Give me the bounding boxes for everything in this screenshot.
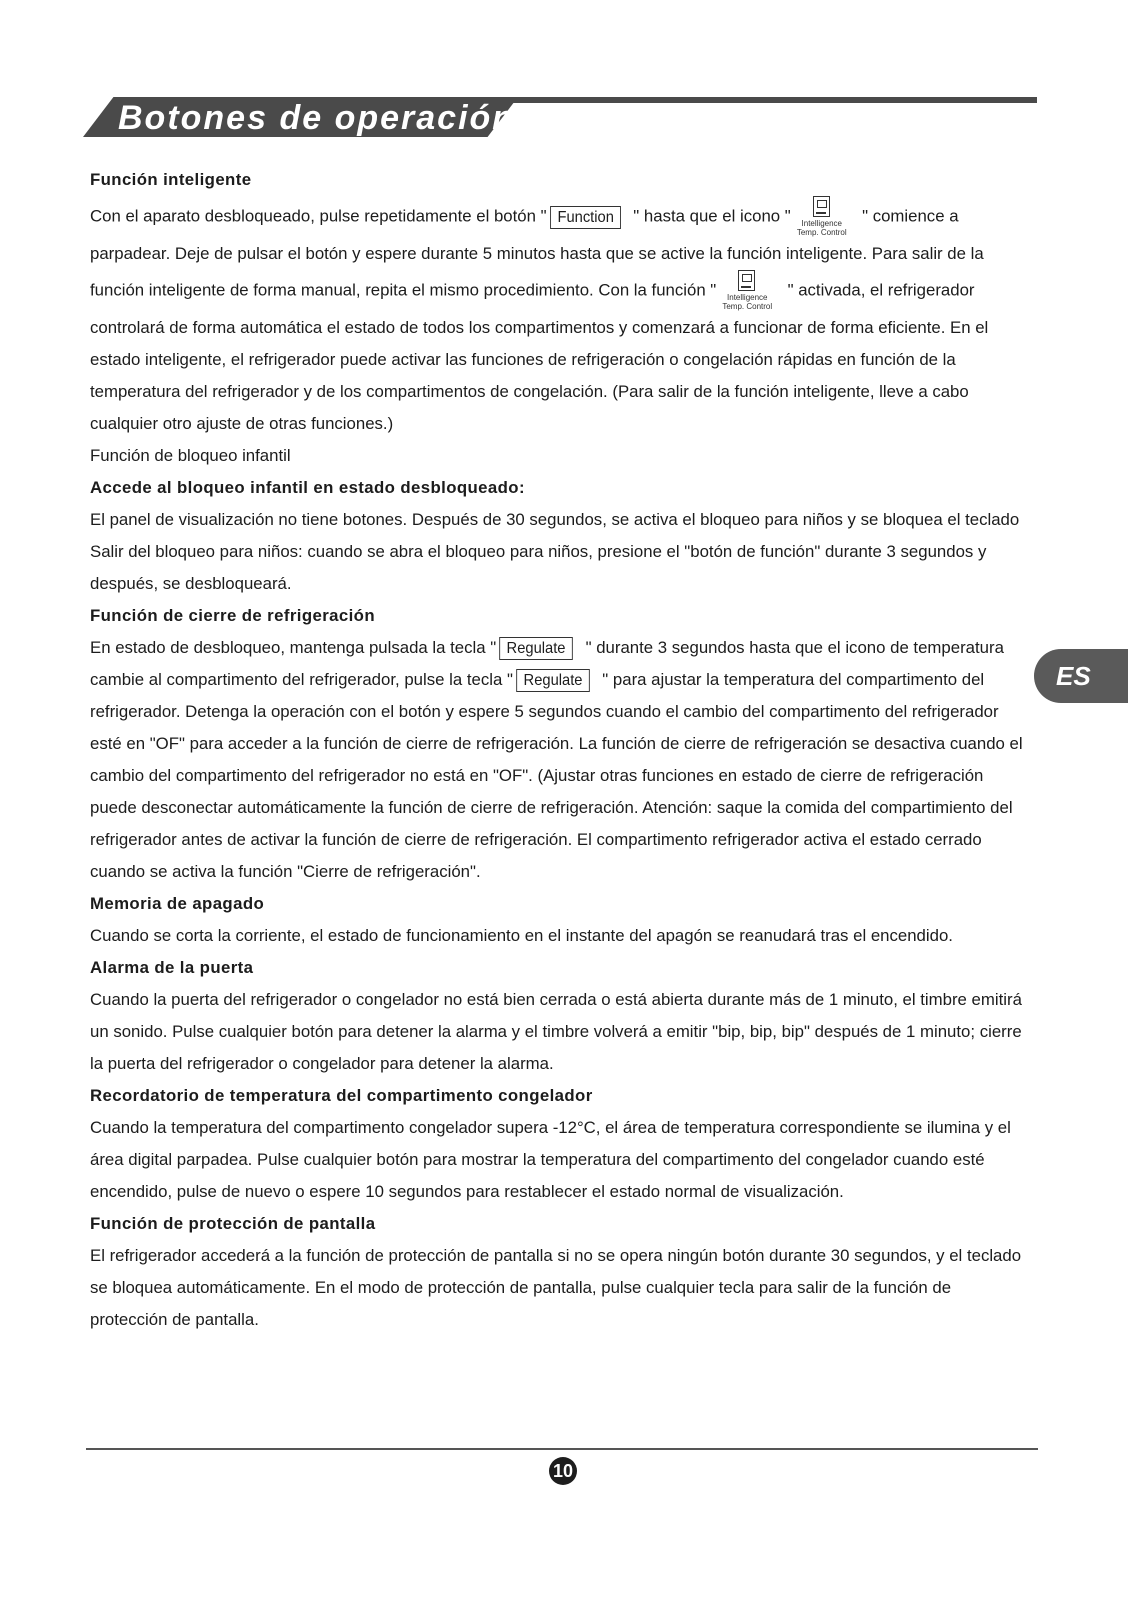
language-tab-label: ES (1056, 661, 1091, 691)
text-run: " comience a parpadear. Deje de pulsar el botón y espere durante 5 minutos hasta que se active la función inteligente. Para salir de la función inteligente de forma manual, repita el mismo procedimiento. Con la función " (90, 206, 984, 300)
paragraph (90, 196, 1030, 440)
icon-caption: Temp. Control (796, 228, 847, 237)
section-heading: Alarma de la puerta (90, 958, 254, 977)
footer-rule (86, 1448, 1038, 1450)
section-heading: Función inteligente (90, 170, 252, 189)
paragraph: Salir del bloqueo para niños: cuando se abra el bloqueo para niños, presione el "botón de función" durante 3 segundos y después, se desbloqueará. (90, 542, 987, 593)
text-run: Con el aparato desbloqueado, pulse repetidamente el botón " (90, 206, 547, 226)
paragraph: El panel de visualización no tiene botones. Después de 30 segundos, se activa el bloqueo para niños y se bloquea el teclado (90, 510, 1020, 529)
paragraph: El refrigerador accederá a la función de protección de pantalla si no se opera ningún botón durante 30 segundos, y el teclado se bloquea automáticamente. En el modo de protección de pantalla, pulse cualquier tecla para salir de la función de protección de pantalla. (90, 1246, 1022, 1329)
paragraph: Cuando la puerta del refrigerador o congelador no está bien cerrada o está abierta durante más de 1 minuto, el timbre emitirá un sonido. Pulse cualquier botón para detener la alarma y el timbre volverá a emitir "bip, bip, bip" después de 1 minuto; cierre la puerta del refrigerador o congelador para detener la alarma. (90, 990, 1022, 1073)
text-run: " hasta que el icono " (633, 206, 791, 226)
section-heading: Accede al bloqueo infantil en estado desbloqueado: (90, 478, 525, 497)
section-heading: Función de cierre de refrigeración (90, 606, 375, 625)
regulate-button-graphic: Regulate (516, 669, 590, 692)
header-rule (480, 97, 1037, 103)
icon-caption: Intelligence (801, 219, 842, 228)
icon-caption: Intelligence (727, 293, 768, 302)
text-run: En estado de desbloqueo, mantenga pulsada la tecla " (90, 638, 497, 657)
section-heading: Memoria de apagado (90, 894, 265, 913)
section-heading: Recordatorio de temperatura del compartimento congelador (90, 1086, 593, 1105)
paragraph: Función de bloqueo infantil (90, 446, 291, 465)
text-run: " durante 3 segundos hasta que el icono de temperatura cambie al compartimento del refrigerador, pulse la tecla " (90, 638, 1004, 689)
section-heading: Función de protección de pantalla (90, 1214, 376, 1233)
intelligence-temp-control-icon (793, 196, 851, 238)
document-body (90, 164, 1030, 1336)
intelligence-temp-control-icon (718, 270, 776, 312)
paragraph (90, 632, 1030, 888)
page-number: 10 (549, 1457, 577, 1485)
paragraph: Cuando se corta la corriente, el estado de funcionamiento en el instante del apagón se reanudará tras el encendido. (90, 926, 953, 945)
language-tab (1034, 649, 1128, 703)
icon-caption: Temp. Control (722, 302, 773, 311)
text-run: " para ajustar la temperatura del compartimento del refrigerador. Detenga la operación con el botón y espere 5 segundos cuando el cambio del compartimento del refrigerador esté en "OF" para acceder a la función de cierre de refrigeración. La función de cierre de refrigeración se desactiva cuando el cambio del compartimento del refrigerador no está en "OF". (Ajustar otras funciones en estado de cierre de refrigeración puede desconectar automáticamente la función de cierre de refrigeración. Atención: saque la comida del compartimiento del refrigerador antes de activar la función de cierre de refrigeración. El compartimento refrigerador activa el estado cerrado cuando se activa la función "Cierre de refrigeración". (90, 670, 1023, 881)
text-run: " activada, el refrigerador controlará de forma automática el estado de todos los compartimentos y comenzará a funcionar de forma eficiente. En el estado inteligente, el refrigerador puede activar las funciones de refrigeración o congelación rápidas en función de la temperatura del refrigerador y de los compartimentos de congelación. (Para salir de la función inteligente, lleve a cabo cualquier otro ajuste de otras funciones.) (90, 280, 989, 433)
paragraph: Cuando la temperatura del compartimento congelador supera -12°C, el área de temperatura correspondiente se ilumina y el área digital parpadea. Pulse cualquier botón para mostrar la temperatura del compartimento del congelador cuando esté encendido, pulse de nuevo o espere 10 segundos para restablecer el estado normal de visualización. (90, 1118, 1011, 1201)
regulate-button-graphic: Regulate (499, 637, 573, 660)
function-button-graphic: Function (550, 206, 621, 229)
page-title: Botones de operación (118, 99, 516, 137)
